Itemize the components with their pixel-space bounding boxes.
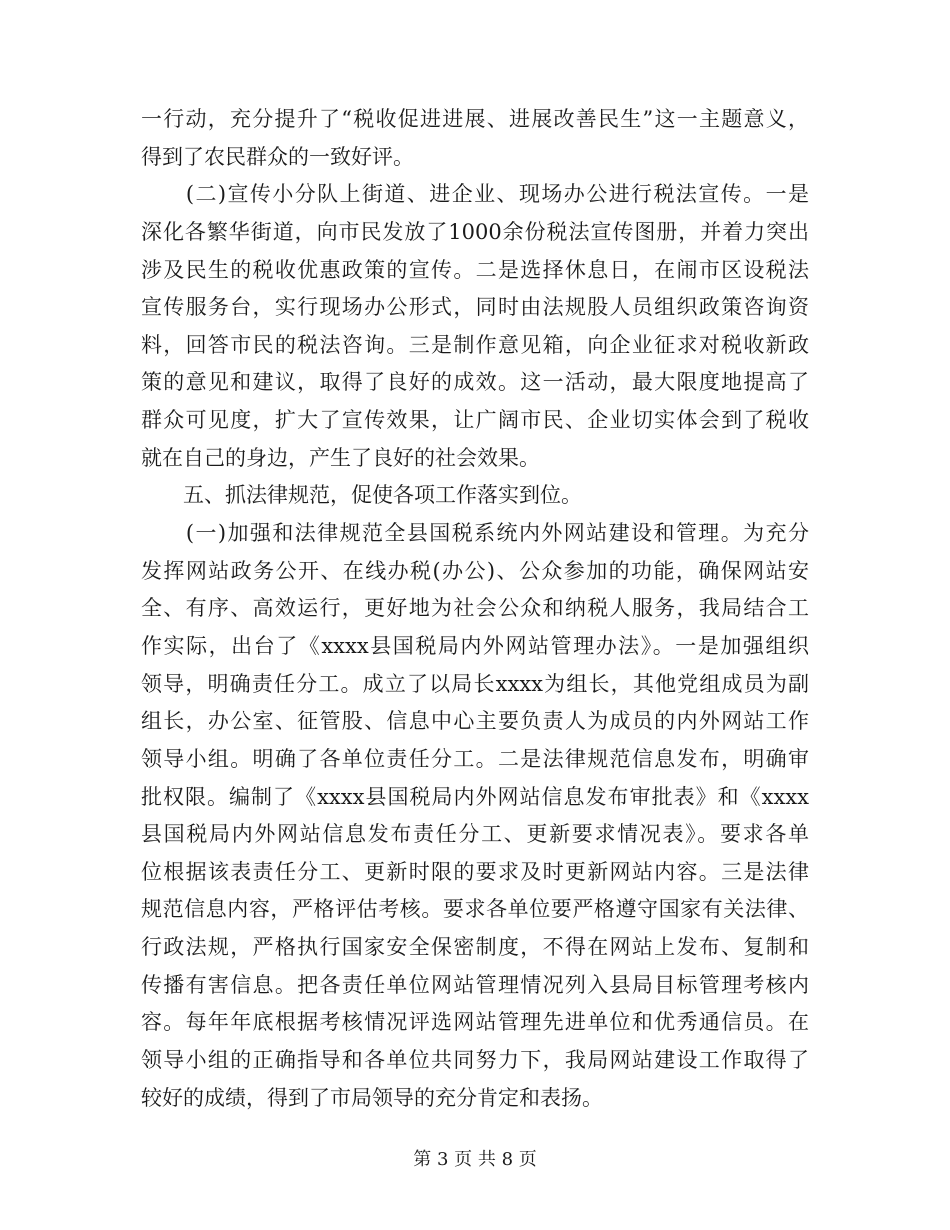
text-line: 料，回答市民的税法咨询。三是制作意见箱，向企业征求对税收新政: [141, 332, 809, 357]
text-line: 宣传服务台，实行现场办公形式，同时由法规股人员组织政策咨询资: [141, 295, 809, 320]
text-line: 发挥网站政务公开、在线办税(办公)、公众参加的功能，确保网站安: [141, 558, 809, 583]
text-line: (一)加强和法律规范全县国税系统内外网站建设和管理。为充分: [141, 521, 809, 546]
text-line: 得到了农民群众的一致好评。: [141, 144, 414, 169]
text-line: 较好的成绩，得到了市局领导的充分肯定和表扬。: [141, 1085, 603, 1110]
text-line: (二)宣传小分队上街道、进企业、现场办公进行税法宣传。一是: [141, 182, 809, 207]
text-line: 领导，明确责任分工。成立了以局长xxxx为组长，其他党组成员为副: [141, 671, 809, 696]
page-number-footer: 第 3 页 共 8 页: [413, 1149, 537, 1170]
text-line: 作实际，出台了《xxxx县国税局内外网站管理办法》。一是加强组织: [141, 633, 809, 658]
text-line: 深化各繁华街道，向市民发放了1000余份税法宣传图册，并着力突出: [141, 219, 809, 244]
text-line: 一行动，充分提升了“税收促进进展、进展改善民生”这一主题意义，: [141, 107, 809, 131]
text-line: 五、抓法律规范，促使各项工作落实到位。: [141, 483, 582, 508]
text-line: 领导小组的正确指导和各单位共同努力下，我局网站建设工作取得了: [141, 1048, 809, 1073]
body-text: [141, 101, 809, 1117]
text-line: 位根据该表责任分工、更新时限的要求及时更新网站内容。三是法律: [141, 859, 809, 884]
text-line: 传播有害信息。把各责任单位网站管理情况列入县局目标管理考核内: [141, 972, 809, 997]
text-line: 规范信息内容，严格评估考核。要求各单位要严格遵守国家有关法律、: [141, 897, 809, 922]
text-line: 涉及民生的税收优惠政策的宣传。二是选择休息日，在闹市区设税法: [141, 257, 809, 282]
text-line: 组长，办公室、征管股、信息中心主要负责人为成员的内外网站工作: [141, 709, 809, 734]
text-line: 就在自己的身边，产生了良好的社会效果。: [141, 445, 540, 470]
text-line: 批权限。编制了《xxxx县国税局内外网站信息发布审批表》和《xxxx: [141, 784, 809, 809]
text-line: 行政法规，严格执行国家安全保密制度，不得在网站上发布、复制和: [141, 935, 809, 960]
text-line: 领导小组。明确了各单位责任分工。二是法律规范信息发布，明确审: [141, 746, 809, 771]
text-line: 群众可见度，扩大了宣传效果，让广阔市民、企业切实体会到了税收: [141, 408, 809, 433]
text-line: 全、有序、高效运行，更好地为社会公众和纳税人服务，我局结合工: [141, 596, 809, 621]
text-line: 策的意见和建议，取得了良好的成效。这一活动，最大限度地提高了: [141, 370, 809, 395]
text-line: 容。每年年底根据考核情况评选网站管理先进单位和优秀通信员。在: [141, 1010, 809, 1035]
text-line: 县国税局内外网站信息发布责任分工、更新要求情况表》。要求各单: [141, 822, 809, 847]
